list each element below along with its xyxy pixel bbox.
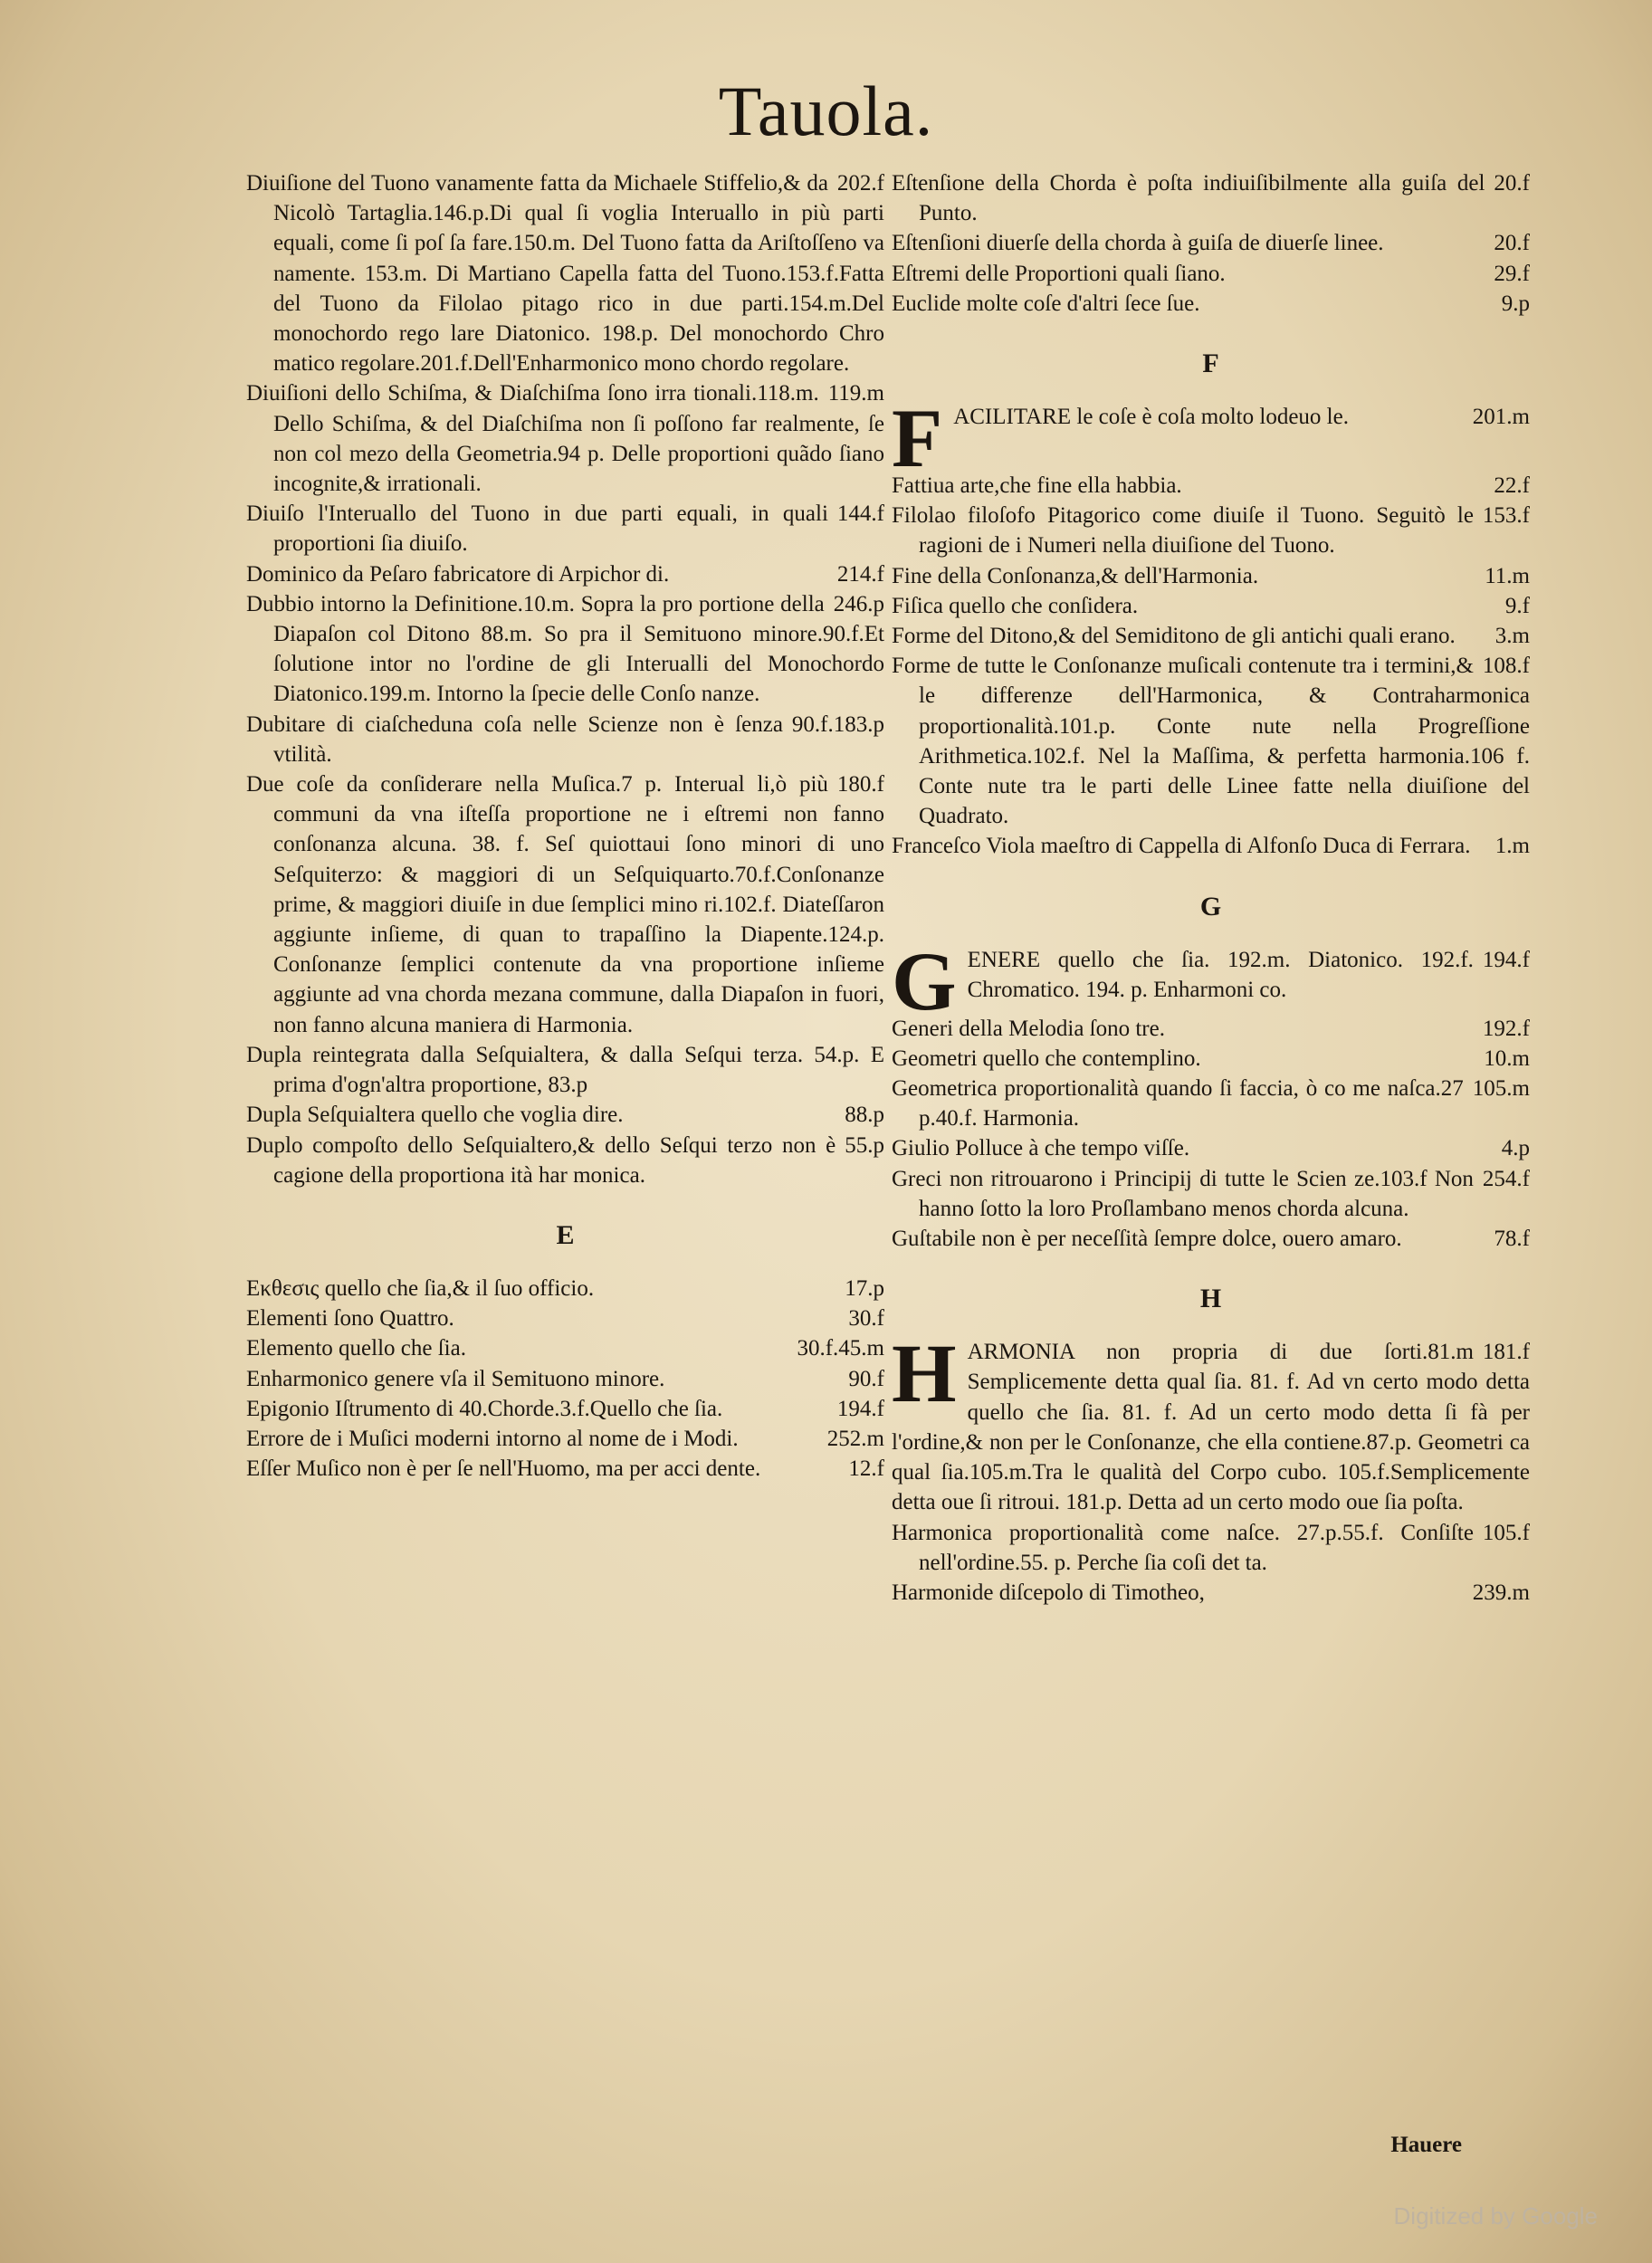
page-reference: 108.f bbox=[1482, 654, 1530, 679]
entry-text: Duplo compoſto dello Seſquialtero,& dello Seſqui terzo non è cagione della proportiona ità har monica. bbox=[246, 1132, 836, 1188]
entry-text: Due coſe da conſiderare nella Muſica.7 p. Interual li,ò più communi da vna iſteſſa proportione ne i eſtremi non fanno conſonanza alcuna. 38. f. Seſ quiottaui ſono minori di uno Seſquiterzo: & maggiori di un Seſquiquarto.70.f.Conſonanze prime, & maggiori diuiſe in due ſemplici mino ri.102.f. Diateſſaron aggiunte inſieme, di quan to trapaſſino la Diapente.124.p. Conſonanze ſemplici contenute da vna proportione inſieme aggiunte ad vna chorda mezana commune, dalla Diapaſon in fuori, non fanno alcuna maniera di Harmonia. bbox=[246, 772, 884, 1037]
index-entry bbox=[892, 621, 1530, 651]
drop-cap: F bbox=[892, 392, 943, 485]
index-entry bbox=[892, 1044, 1530, 1074]
entry-text: Giulio Polluce à che tempo viſſe. bbox=[892, 1136, 1190, 1161]
index-entry bbox=[246, 1333, 884, 1363]
index-entry bbox=[246, 1364, 884, 1394]
entry-text: Eſtremi delle Proportioni quali ſiano. bbox=[892, 261, 1226, 286]
index-entry bbox=[892, 831, 1530, 861]
entry-text: Eſſer Muſico non è per ſe nell'Huomo, ma per acci dente. bbox=[246, 1456, 761, 1482]
entry-text: Franceſco Viola maeſtro di Cappella di Alfonſo Duca di Ferrara. bbox=[892, 834, 1471, 859]
page-reference: 214.f bbox=[836, 561, 884, 587]
index-entry bbox=[892, 1578, 1530, 1608]
entry-text: Dupla Seſquialtera quello che voglia dire. bbox=[246, 1103, 624, 1128]
page-reference: 181.f bbox=[1482, 1340, 1530, 1365]
index-entry bbox=[246, 1040, 884, 1100]
entry-text: Diuiſione del Tuono vanamente fatta da Michaele Stiffelio,& da Nicolò Tartaglia.146.p.Di qual ſi voglia Interuallo in più parti equali, come ſi poſ ſa fare.150.m. Del Tuono fatta da Ariſtoſſeno va namente. 153.m. Di Martiano Capella fatta del Tuono.153.f.Fatta del Tuono da Filolao pitago rico in due parti.154.m.Del monochordo rego lare Diatonico. 198.p. Del monochordo Chro matico regolare.201.f.Dell'Enharmonico mono chordo regolare. bbox=[246, 171, 884, 377]
page-reference: 254.f bbox=[1482, 1166, 1530, 1191]
page-reference: 78.f bbox=[1494, 1227, 1530, 1252]
page-reference: 4.p bbox=[1501, 1136, 1530, 1161]
index-entry bbox=[892, 228, 1530, 258]
index-entry bbox=[246, 1424, 884, 1454]
page-reference: 90.f.183.p bbox=[791, 711, 884, 737]
page-reference: 10.m bbox=[1484, 1046, 1530, 1071]
page-reference: 12.f bbox=[848, 1456, 884, 1482]
index-entry bbox=[246, 1454, 884, 1484]
entry-text: Filolao filoſofo Pitagorico come diuiſe il Tuono. Seguitò le ragioni de i Numeri nella diuiſione del Tuono. bbox=[892, 503, 1474, 559]
drop-cap: G bbox=[892, 934, 957, 1027]
index-entry bbox=[246, 710, 884, 769]
entry-text: Diuiſo l'Interuallo del Tuono in due parti equali, in quali proportioni ſia diuiſo. bbox=[246, 501, 828, 557]
page-reference: 1.m bbox=[1494, 834, 1530, 859]
entry-text: Dominico da Peſaro fabricatore di Arpichor di. bbox=[246, 561, 670, 587]
page-reference: 55.p bbox=[845, 1132, 884, 1158]
index-entry bbox=[892, 1074, 1530, 1133]
entry-text: Greci non ritrouarono i Principij di tutte le Scien ze.103.f Non hanno ſotto la loro Proſlambano menos chorda alcuna. bbox=[892, 1166, 1474, 1221]
index-entry bbox=[892, 471, 1530, 501]
entry-text: Fattiua arte,che fine ella habbia. bbox=[892, 473, 1182, 499]
page-reference: 30.f bbox=[848, 1306, 884, 1332]
watermark: Digitized by Google bbox=[1393, 2202, 1598, 2230]
page-reference: 246.p bbox=[833, 591, 884, 616]
entry-text: Generi della Melodia ſono tre. bbox=[892, 1016, 1165, 1041]
index-entry bbox=[892, 501, 1530, 560]
page-title: Tauola. bbox=[718, 72, 934, 150]
section-letter-heading: E bbox=[556, 1219, 575, 1250]
page-reference: 194.f bbox=[836, 1396, 884, 1421]
entry-text: Elementi ſono Quattro. bbox=[246, 1306, 454, 1332]
page-reference: 201.m bbox=[1472, 405, 1530, 430]
page-reference: 9.p bbox=[1501, 291, 1530, 316]
index-entry bbox=[246, 559, 884, 589]
drop-cap: H bbox=[892, 1327, 957, 1420]
page-reference: 144.f bbox=[836, 501, 884, 527]
entry-text: ARMONIA non propria di due ſorti.81.m Semplicemente detta qual ſia. 81. f. Ad vn certo modo detta quello che ſia. 81. f. Ad un certo modo detta ſi fà per l'ordine,& non per le Conſonanze, che ella contiene.87.p. Geometri ca qual ſia.105.m.Tra le qualità del Corpo cubo. 105.f.Semplicemente detta oue ſi ritroui. 181.p. Detta ad un certo modo oue ſia poſta. bbox=[892, 1340, 1530, 1515]
page-reference: 30.f.45.m bbox=[797, 1336, 884, 1361]
index-entry bbox=[892, 1014, 1530, 1044]
index-entry bbox=[246, 378, 884, 499]
entry-text: Forme de tutte le Conſonanze muſicali contenute tra i termini,& le differenze dell'Harmonica, & Contraharmonica proportionalità.101.p. Conte nute nella Progreſſione Arithmetica.102.f. Nel la Maſſima, & perfetta harmonia.106 f. Conte nute tra le parti delle Linee fatte nella diuiſione del Quadrato. bbox=[892, 654, 1530, 829]
page-reference: 192.f bbox=[1482, 1016, 1530, 1041]
entry-text: ACILITARE le coſe è coſa molto lodeuo le. bbox=[953, 405, 1349, 430]
entry-text: Eſtenſione della Chorda è poſta indiuiſibilmente alla guiſa del Punto. bbox=[892, 171, 1485, 226]
page-reference: 105.m bbox=[1472, 1076, 1530, 1102]
entry-text: Dupla reintegrata dalla Seſquialtera, & dalla Seſqui terza. 54.p. E prima d'ogn'altra proportione, 83.p bbox=[246, 1042, 884, 1098]
page-reference: 9.f bbox=[1504, 593, 1530, 618]
entry-text: Fiſica quello che conſidera. bbox=[892, 593, 1139, 618]
section-letter-heading: G bbox=[1199, 891, 1222, 921]
index-entry bbox=[892, 1327, 1530, 1517]
entry-text: Diuiſioni dello Schiſma, & Diaſchiſma ſono irra tionali.118.m. Dello Schiſma, & del Diaſchiſma non ſi poſſono far realmente, ſe non col mezo della Geometria.94 p. Delle proportioni quãdo ſiano incognite,& irrationali. bbox=[246, 381, 884, 497]
section-letter-heading: H bbox=[1199, 1284, 1222, 1314]
entry-text: Harmonica proportionalità come naſce. 27.p.55.f. Conſiſte nell'ordine.55. p. Perche ſia coſi det ta. bbox=[892, 1520, 1474, 1575]
page-reference: 194.f bbox=[1482, 947, 1530, 972]
index-entry bbox=[892, 168, 1530, 228]
page-reference: 105.f bbox=[1482, 1520, 1530, 1545]
section-letter-heading: F bbox=[1202, 349, 1219, 379]
index-entry bbox=[246, 499, 884, 559]
entry-text: Forme del Ditono,& del Semiditono de gli antichi quali erano. bbox=[892, 624, 1456, 649]
entry-text: ENERE quello che ſia. 192.m. Diatonico. 192.f. Chromatico. 194. p. Enharmoni co. bbox=[967, 947, 1474, 1002]
index-entry bbox=[246, 1100, 884, 1130]
index-entry bbox=[246, 1274, 884, 1303]
page-reference: 90.f bbox=[848, 1366, 884, 1391]
entry-text: Eſtenſioni diuerſe della chorda à guiſa de diuerſe linee. bbox=[892, 231, 1384, 256]
entry-text: Enharmonico genere vſa il Semituono minore. bbox=[246, 1366, 665, 1391]
entry-text: Dubbio intorno la Definitione.10.m. Sopra la pro portione della Diapaſon col Ditono 88.m. So pra il Semituono minore.90.f.Et ſolutione intor no l'ordine de gli Interualli del Monochordo Diatonico.199.m. Intorno la ſpecie delle Conſo nanze. bbox=[246, 591, 884, 707]
index-entry bbox=[246, 1303, 884, 1333]
entry-text: Geometrica proportionalità quando ſi faccia, ò co me naſca.27 p.40.f. Harmonia. bbox=[892, 1076, 1464, 1132]
index-entry bbox=[246, 168, 884, 378]
page-reference: 252.m bbox=[826, 1426, 884, 1451]
index-entry bbox=[892, 1224, 1530, 1254]
index-entry bbox=[892, 934, 1530, 1027]
page-reference: 88.p bbox=[845, 1103, 884, 1128]
page-reference: 180.f bbox=[836, 772, 884, 797]
page-reference: 119.m bbox=[827, 381, 884, 406]
entry-text: Fine della Conſonanza,& dell'Harmonia. bbox=[892, 563, 1259, 588]
page-reference: 239.m bbox=[1472, 1580, 1530, 1605]
entry-text: Geometri quello che contemplino. bbox=[892, 1046, 1201, 1071]
page-reference: 11.m bbox=[1485, 563, 1530, 588]
page-reference: 153.f bbox=[1482, 503, 1530, 529]
index-entry bbox=[892, 1164, 1530, 1224]
index-entry bbox=[246, 769, 884, 1040]
entry-text: Harmonide diſcepolo di Timotheo, bbox=[892, 1580, 1205, 1605]
page-reference: 202.f bbox=[836, 171, 884, 196]
index-entry bbox=[246, 1394, 884, 1424]
entry-text: Elemento quello che ſia. bbox=[246, 1336, 466, 1361]
entry-text: Eκθεσις quello che ſia,& il ſuo officio. bbox=[246, 1275, 595, 1301]
index-entry bbox=[892, 259, 1530, 289]
page-reference: 20.f bbox=[1494, 231, 1530, 256]
entry-text: Euclide molte coſe d'altri ſece ſue. bbox=[892, 291, 1200, 316]
right-column bbox=[892, 168, 1530, 1608]
entry-text: Epigonio Iſtrumento di 40.Chorde.3.f.Quello che ſia. bbox=[246, 1396, 723, 1421]
index-entry bbox=[892, 392, 1530, 485]
catchword: Hauere bbox=[1390, 2133, 1462, 2157]
index-entry bbox=[892, 1133, 1530, 1163]
index-entry bbox=[892, 591, 1530, 621]
index-entry bbox=[892, 561, 1530, 591]
entry-text: Guſtabile non è per neceſſità ſempre dolce, ouero amaro. bbox=[892, 1227, 1402, 1252]
index-entry bbox=[246, 589, 884, 710]
index-entry bbox=[892, 651, 1530, 831]
page-reference: 22.f bbox=[1494, 473, 1530, 499]
page-reference: 3.m bbox=[1494, 624, 1530, 649]
index-entry bbox=[892, 289, 1530, 319]
index-entry bbox=[246, 1131, 884, 1190]
left-column bbox=[246, 168, 884, 1484]
entry-text: Errore de i Muſici moderni intorno al nome de i Modi. bbox=[246, 1426, 739, 1451]
page-reference: 17.p bbox=[845, 1275, 884, 1301]
index-entry bbox=[892, 1518, 1530, 1578]
page-reference: 29.f bbox=[1494, 261, 1530, 286]
page-reference: 20.f bbox=[1494, 171, 1530, 196]
entry-text: Dubitare di ciaſcheduna coſa nelle Scienze non è ſenza vtilità. bbox=[246, 711, 783, 767]
